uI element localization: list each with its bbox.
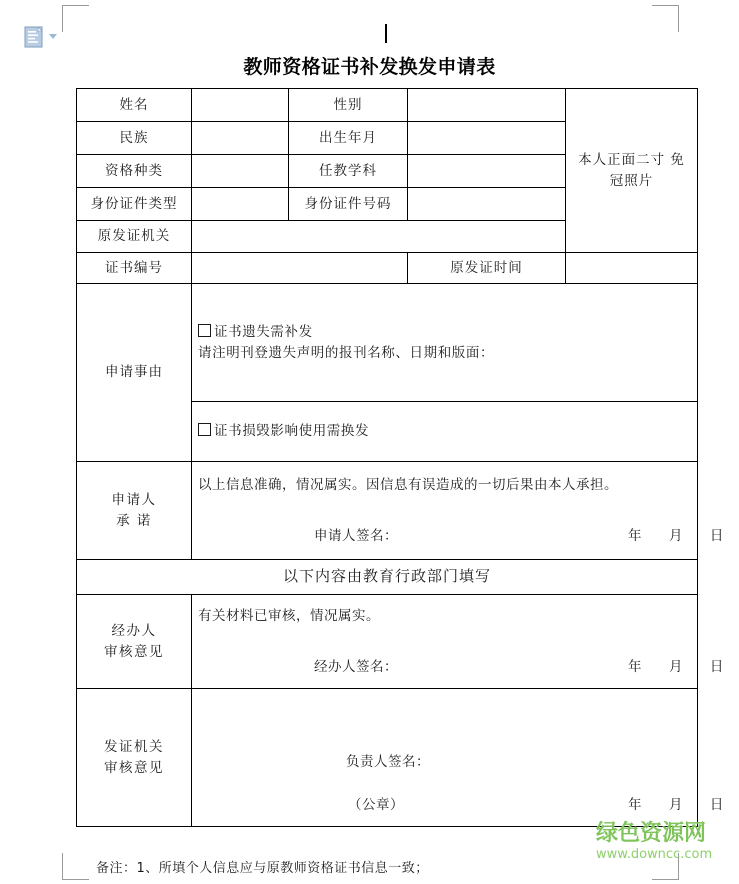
promise-label-line-2: 承 诺: [116, 512, 152, 529]
field-input-birthdate[interactable]: [408, 122, 566, 155]
photo-line-1: 本人正面二寸: [578, 151, 666, 168]
promise-text: 以上信息准确，情况属实。因信息有误造成的一切后果由本人承担。: [198, 476, 618, 493]
applicant-signature-label[interactable]: 申请人签名：: [314, 527, 398, 544]
admin-section-header: 以下内容由教育行政部门填写: [77, 560, 698, 595]
footer-remark: 备注：1、所填个人信息应与原教师资格证书信息一致；: [96, 861, 429, 876]
reason-option-lost[interactable]: [198, 322, 691, 343]
table-row: [77, 253, 698, 284]
watermark-brand: 绿色资源网: [596, 821, 707, 846]
watermark-url: www.downcc.com: [596, 847, 713, 863]
photo-line-2: 免冠照片: [609, 151, 685, 189]
issuer-label-line-1: 发证机关: [104, 738, 164, 755]
reason-option-lost-detail: 请注明刊登遗失声明的报刊名称、日期和版面：: [198, 344, 495, 361]
issuer-stamp-label: （公章）: [348, 796, 404, 813]
applicant-date-label[interactable]: 年 月 日: [628, 527, 725, 544]
table-row-applicant-promise: [77, 462, 698, 560]
field-label-gender: 性别: [289, 89, 408, 122]
paste-clipboard-icon: [25, 27, 42, 47]
checkbox-icon[interactable]: [198, 324, 211, 337]
field-label-qualification-type: 资格种类: [77, 155, 192, 188]
field-label-name: 姓名: [77, 89, 192, 122]
reason-option-damaged-label: 证书损毁影响使用需换发: [214, 423, 370, 440]
photo-placeholder-cell: [566, 89, 698, 253]
field-input-name[interactable]: [192, 89, 289, 122]
field-label-id-number: 身份证件号码: [289, 188, 408, 221]
reason-option-damaged[interactable]: [198, 421, 691, 442]
field-input-teaching-subject[interactable]: [408, 155, 566, 188]
handler-date-label[interactable]: 年 月 日: [628, 658, 725, 675]
table-row-admin-header: [77, 560, 698, 595]
field-input-ethnicity[interactable]: [192, 122, 289, 155]
margin-corner-top-left: [62, 5, 89, 32]
table-row-issuer-review: [77, 689, 698, 827]
issuer-review-cell: [192, 689, 725, 827]
reason-option-lost-label: 证书遗失需补发: [214, 323, 313, 340]
table-row-reason-lost: [77, 284, 698, 402]
issuer-date-label[interactable]: 年 月 日: [628, 796, 725, 813]
field-label-issue-date: 原发证时间: [408, 253, 566, 284]
handler-signature-label[interactable]: 经办人签名：: [314, 658, 398, 675]
issuer-stamp-line: [198, 795, 725, 816]
text-cursor: [385, 24, 387, 43]
field-label-applicant-promise: [77, 462, 192, 560]
field-label-certificate-number: 证书编号: [77, 253, 192, 284]
checkbox-icon[interactable]: [198, 423, 211, 436]
field-input-issuing-authority[interactable]: [192, 221, 566, 253]
field-input-issue-date[interactable]: [566, 253, 698, 284]
handler-label-line-1: 经办人: [111, 622, 157, 639]
field-input-id-type[interactable]: [192, 188, 289, 221]
margin-corner-bottom-right: [652, 853, 679, 880]
applicant-signature-line: [198, 526, 725, 547]
field-label-issuing-authority: 原发证机关: [77, 221, 192, 253]
field-label-reason: 申请事由: [77, 284, 192, 462]
field-input-id-number[interactable]: [408, 188, 566, 221]
table-row-handler-review: [77, 595, 698, 689]
chevron-down-icon: [49, 34, 57, 39]
issuer-signature-label[interactable]: 负责人签名：: [346, 753, 430, 770]
paste-options-button[interactable]: [24, 26, 64, 48]
reason-option-damaged-cell: [192, 402, 698, 462]
page-title: 教师资格证书补发换发申请表: [243, 56, 496, 78]
field-input-certificate-number[interactable]: [192, 253, 408, 284]
reason-option-lost-cell: [192, 284, 698, 402]
handler-signature-line: [198, 657, 725, 678]
promise-label-line-1: 申请人: [111, 491, 157, 508]
margin-corner-top-right: [652, 5, 679, 32]
handler-review-cell: [192, 595, 725, 689]
field-label-issuer-review: [77, 689, 192, 827]
margin-corner-bottom-left: [62, 853, 89, 880]
field-label-ethnicity: 民族: [77, 122, 192, 155]
handler-label-line-2: 审核意见: [104, 643, 164, 660]
field-label-id-type: 身份证件类型: [77, 188, 192, 221]
field-label-teaching-subject: 任教学科: [289, 155, 408, 188]
handler-review-text: 有关材料已审核，情况属实。: [198, 607, 380, 624]
field-input-qualification-type[interactable]: [192, 155, 289, 188]
applicant-promise-cell: [192, 462, 725, 560]
field-label-birthdate: 出生年月: [289, 122, 408, 155]
application-form-table: [76, 88, 725, 827]
issuer-label-line-2: 审核意见: [104, 759, 164, 776]
field-label-handler-review: [77, 595, 192, 689]
table-row: [77, 89, 698, 122]
field-input-gender[interactable]: [408, 89, 566, 122]
